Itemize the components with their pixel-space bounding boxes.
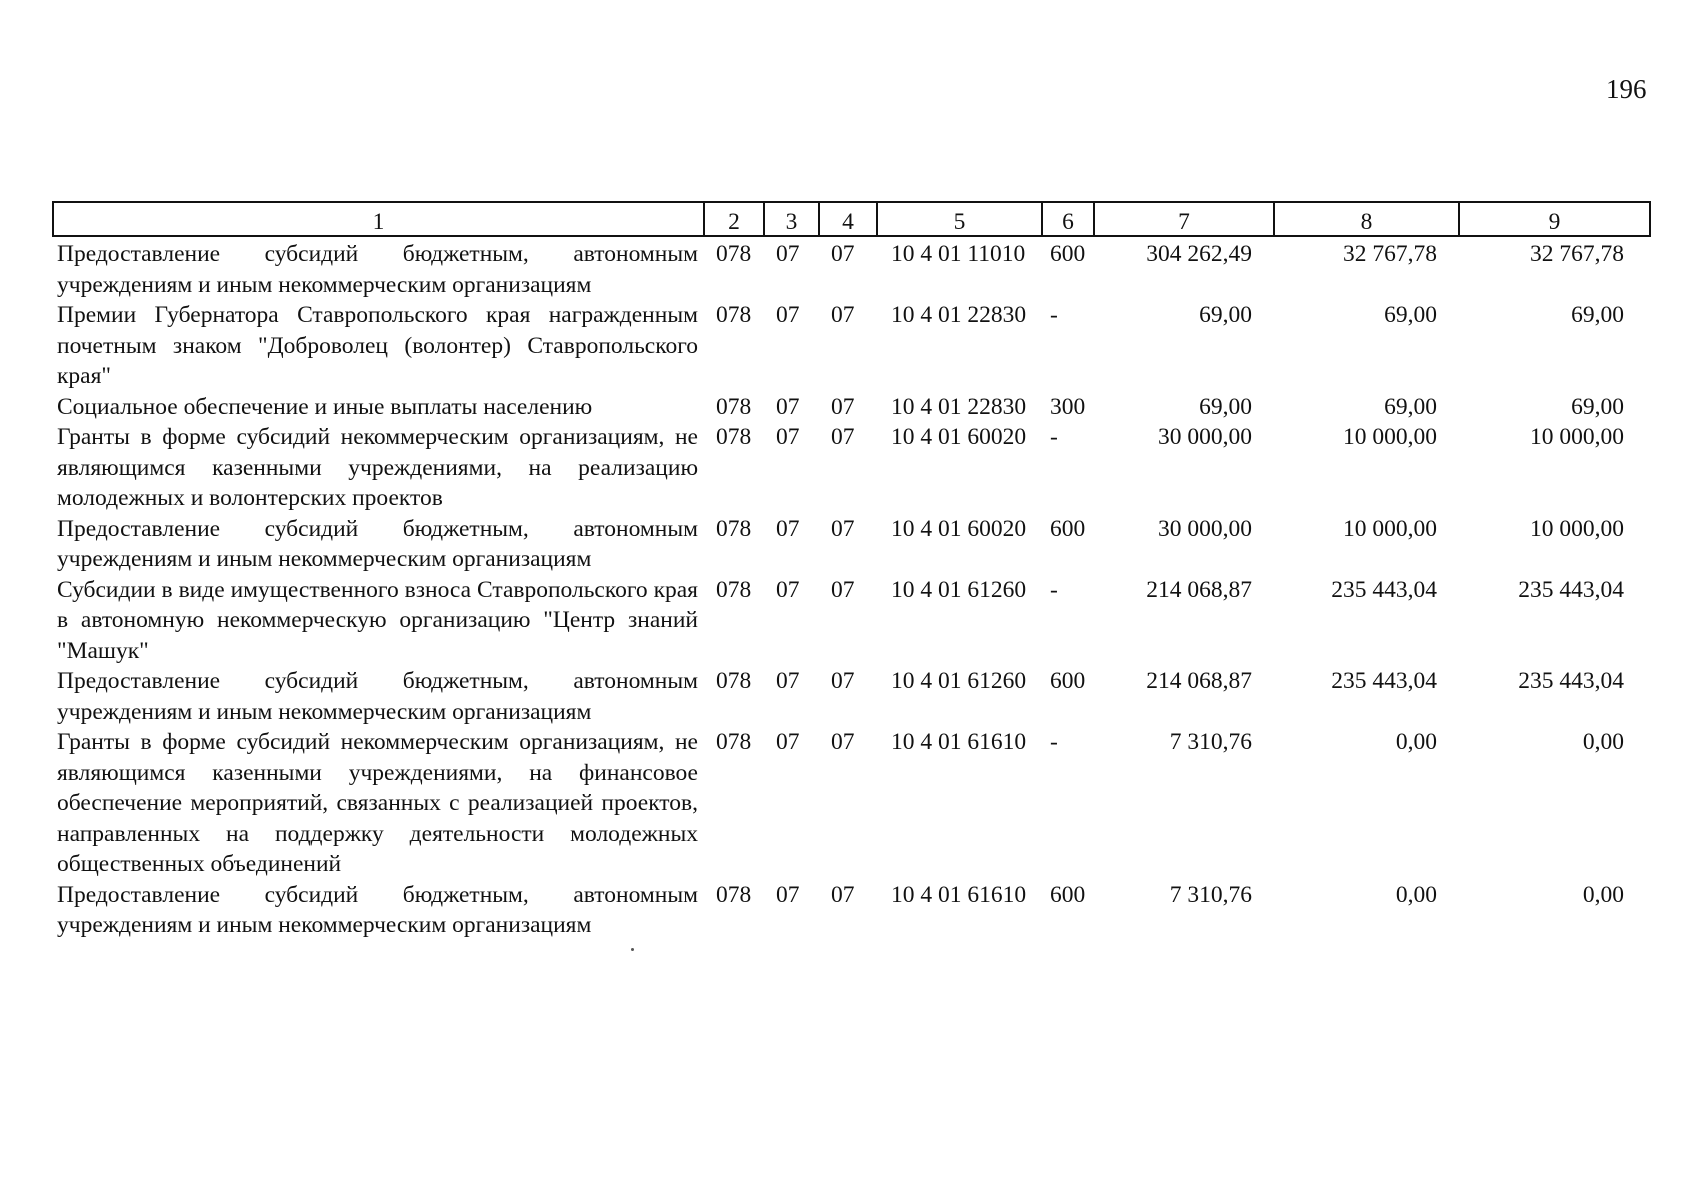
amount-col-9: 69,00	[1571, 393, 1624, 420]
amount-col-9: 32 767,78	[1530, 241, 1624, 267]
row-description: Предоставление субсидий бюджетным, автономным учреждениям и иным некоммерческим организациям	[57, 241, 698, 298]
row-description: Субсидии в виде имущественного взноса Ставропольского края в автономную некоммерческую организацию "Центр знаний "Машук"	[57, 576, 698, 664]
section-code: 07	[776, 576, 800, 603]
table-row	[53, 300, 1650, 392]
amount-col-7: 69,00	[1199, 302, 1252, 328]
target-article-code: 10 4 01 22830	[891, 302, 1027, 328]
column-header: 5	[877, 202, 1042, 236]
ministry-code: 078	[716, 515, 752, 542]
amount-col-7: 69,00	[1199, 393, 1252, 420]
expense-type-code: -	[1050, 576, 1058, 603]
amount-col-9: 69,00	[1571, 302, 1624, 328]
amount-col-9: 0,00	[1582, 729, 1624, 755]
ministry-code: 078	[716, 576, 752, 603]
column-header: 7	[1094, 202, 1274, 236]
target-article-code: 10 4 01 61260	[891, 576, 1027, 603]
expense-type-code: -	[1050, 424, 1058, 450]
amount-col-9: 10 000,00	[1530, 424, 1624, 450]
ministry-code: 078	[716, 424, 752, 450]
amount-col-8: 10 000,00	[1343, 424, 1437, 450]
ministry-code: 078	[716, 881, 752, 908]
row-description: Предоставление субсидий бюджетным, автономным учреждениям и иным некоммерческим организациям	[57, 881, 698, 938]
section-code: 07	[776, 241, 800, 267]
amount-col-8: 0,00	[1395, 729, 1437, 755]
column-header: 2	[704, 202, 764, 236]
row-description: Предоставление субсидий бюджетным, автономным учреждениям и иным некоммерческим организациям	[57, 668, 698, 725]
amount-col-7: 214 068,87	[1146, 668, 1252, 694]
section-code: 07	[776, 729, 800, 755]
expense-type-code: 300	[1050, 393, 1086, 420]
section-code: 07	[776, 424, 800, 450]
subsection-code: 07	[831, 424, 855, 450]
amount-col-9: 0,00	[1582, 881, 1624, 908]
amount-col-7: 30 000,00	[1158, 515, 1252, 542]
subsection-code: 07	[831, 881, 855, 908]
table-row	[53, 514, 1650, 575]
column-header: 1	[53, 202, 704, 236]
column-header: 8	[1274, 202, 1459, 236]
amount-col-8: 235 443,04	[1331, 668, 1437, 694]
row-description: Предоставление субсидий бюджетным, автономным учреждениям и иным некоммерческим организациям	[57, 515, 698, 572]
amount-col-8: 10 000,00	[1343, 515, 1437, 542]
subsection-code: 07	[831, 241, 855, 267]
amount-col-8: 69,00	[1384, 302, 1437, 328]
ministry-code: 078	[716, 729, 752, 755]
section-code: 07	[776, 515, 800, 542]
expense-type-code: -	[1050, 729, 1058, 755]
expense-type-code: 600	[1050, 241, 1086, 267]
amount-col-9: 235 443,04	[1518, 668, 1624, 694]
amount-col-7: 304 262,49	[1146, 241, 1252, 267]
subsection-code: 07	[831, 393, 855, 420]
amount-col-7: 7 310,76	[1169, 729, 1252, 755]
subsection-code: 07	[831, 729, 855, 755]
column-header: 4	[819, 202, 877, 236]
column-header: 9	[1459, 202, 1650, 236]
target-article-code: 10 4 01 61610	[891, 881, 1027, 908]
subsection-code: 07	[831, 302, 855, 328]
row-description: Премии Губернатора Ставропольского края награжденным почетным знаком "Доброволец (волонтер) Ставропольского края"	[57, 302, 698, 389]
page-number: 196	[1606, 74, 1647, 104]
section-code: 07	[776, 668, 800, 694]
subsection-code: 07	[831, 515, 855, 542]
section-code: 07	[776, 302, 800, 328]
ministry-code: 078	[716, 302, 752, 328]
subsection-code: 07	[831, 576, 855, 603]
expense-type-code: 600	[1050, 668, 1086, 694]
table-header-row	[53, 202, 1650, 236]
section-code: 07	[776, 393, 800, 420]
table-row	[53, 666, 1650, 727]
target-article-code: 10 4 01 22830	[891, 393, 1027, 420]
ministry-code: 078	[716, 393, 752, 420]
expense-type-code: 600	[1050, 515, 1086, 542]
table-row	[53, 880, 1650, 941]
table-row	[53, 727, 1650, 880]
amount-col-8: 32 767,78	[1343, 241, 1437, 267]
amount-col-8: 235 443,04	[1331, 576, 1437, 603]
amount-col-8: 0,00	[1395, 881, 1437, 908]
row-description: Социальное обеспечение и иные выплаты населению	[57, 393, 593, 420]
amount-col-9: 235 443,04	[1518, 576, 1624, 603]
target-article-code: 10 4 01 60020	[891, 424, 1027, 450]
column-header: 6	[1042, 202, 1094, 236]
section-code: 07	[776, 881, 800, 908]
target-article-code: 10 4 01 60020	[891, 515, 1027, 542]
subsection-code: 07	[831, 668, 855, 694]
amount-col-9: 10 000,00	[1530, 515, 1624, 542]
amount-col-7: 7 310,76	[1169, 881, 1252, 908]
ministry-code: 078	[716, 241, 752, 267]
column-header: 3	[764, 202, 819, 236]
table-row	[53, 422, 1650, 514]
scan-speck	[631, 948, 634, 951]
amount-col-7: 30 000,00	[1158, 424, 1252, 450]
expense-type-code: 600	[1050, 881, 1086, 908]
table-row	[53, 392, 1650, 423]
budget-table	[52, 201, 1651, 941]
table-row	[53, 236, 1650, 300]
amount-col-7: 214 068,87	[1146, 576, 1252, 603]
target-article-code: 10 4 01 61260	[891, 668, 1027, 694]
ministry-code: 078	[716, 668, 752, 694]
target-article-code: 10 4 01 11010	[891, 241, 1026, 267]
expense-type-code: -	[1050, 302, 1058, 328]
target-article-code: 10 4 01 61610	[891, 729, 1027, 755]
amount-col-8: 69,00	[1384, 393, 1437, 420]
row-description: Гранты в форме субсидий некоммерческим организациям, не являющимся казенными учреждениями, на реализацию молодежных и волонтерских проектов	[57, 424, 698, 511]
row-description: Гранты в форме субсидий некоммерческим организациям, не являющимся казенными учреждениями, на финансовое обеспечение мероприятий, связанных с реализацией проектов, направленных на поддержку деятельности молодежных общественных объединений	[57, 729, 698, 877]
table-row	[53, 575, 1650, 667]
